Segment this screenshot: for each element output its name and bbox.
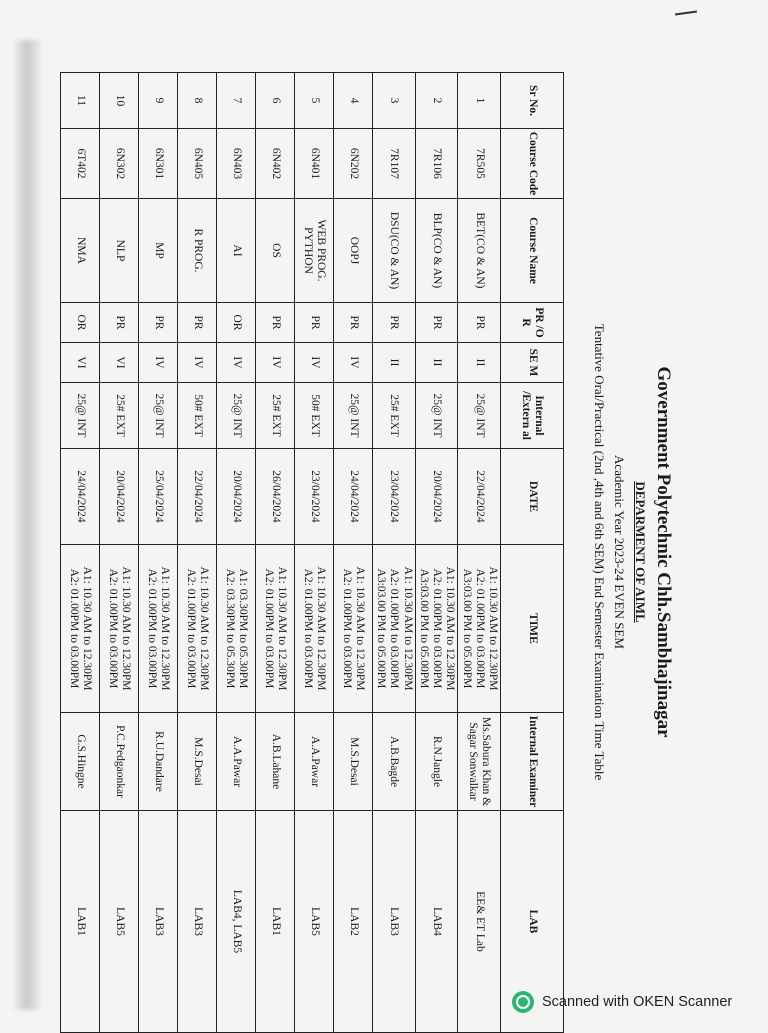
cell-internal-examiner: A.B.Bagde: [373, 713, 416, 811]
cell-sem: IV: [178, 343, 217, 383]
cell-lab: EE& ET Lab: [458, 811, 501, 1033]
cell-sr-no: 4: [334, 73, 373, 129]
cell-internal-external: 25@ INT: [415, 383, 458, 449]
pen-mark: [675, 10, 697, 15]
cell-sr-no: 8: [178, 73, 217, 129]
cell-date: 24/04/2024: [61, 449, 100, 545]
table-row: [256, 73, 295, 1033]
document-header: [564, 72, 674, 1032]
cell-time: A1: 10.30 AM to 12.30PM A2: 01.00PM to 03.00PM A3:03.00 PM to 05.00PM: [373, 545, 416, 713]
cell-time: A1: 10.30 AM to 12.30PM A2: 01.00PM to 03.00PM: [256, 545, 295, 713]
cell-course-name: AI: [217, 199, 256, 303]
timetable-subtitle: Tentative Oral/Practical (2nd ,4th and 6th SEM) End Semester Examination Time Table: [592, 323, 607, 781]
cell-date: 24/04/2024: [334, 449, 373, 545]
cell-lab: LAB1: [61, 811, 100, 1033]
cell-pr-or: PR: [256, 303, 295, 343]
cell-course-name: BET(CO & AN): [458, 199, 501, 303]
cell-sr-no: 3: [373, 73, 416, 129]
cell-course-name: OS: [256, 199, 295, 303]
cell-internal-examiner: M.S.Desai: [334, 713, 373, 811]
cell-internal-examiner: A.A.Pawar: [217, 713, 256, 811]
cell-pr-or: PR: [100, 303, 139, 343]
cell-internal-examiner: R.N.Jangle: [415, 713, 458, 811]
cell-time: A1: 10.30 AM to 12.30PM A2: 01.00PM to 03.00PM: [334, 545, 373, 713]
header-pr-or: PR /O R: [501, 303, 564, 343]
cell-course-code: 7R106: [415, 129, 458, 199]
cell-time: A1: 10.30 AM to 12.30PM A2: 01.00PM to 03.00PM A3:03.00 PM to 05.00PM: [415, 545, 458, 713]
scan-edge-shadow: [14, 40, 40, 1010]
cell-sr-no: 2: [415, 73, 458, 129]
academic-year: Academic Year 2023-24 EVEN SEM: [612, 455, 627, 649]
header-course-code: Course Code: [501, 129, 564, 199]
cell-pr-or: PR: [178, 303, 217, 343]
cell-lab: LAB3: [139, 811, 178, 1033]
cell-lab: LAB1: [256, 811, 295, 1033]
cell-pr-or: PR: [415, 303, 458, 343]
cell-sem: IV: [334, 343, 373, 383]
cell-pr-or: PR: [373, 303, 416, 343]
cell-course-code: 6N405: [178, 129, 217, 199]
table-row: [458, 73, 501, 1033]
cell-internal-external: 25# EXT: [256, 383, 295, 449]
header-date: DATE: [501, 449, 564, 545]
cell-date: 20/04/2024: [217, 449, 256, 545]
cell-sem: VI: [100, 343, 139, 383]
cell-date: 20/04/2024: [415, 449, 458, 545]
table-row: [334, 73, 373, 1033]
cell-time: A1: 10.30 AM to 12.30PM A2: 01.00PM to 03.00PM: [295, 545, 334, 713]
cell-sr-no: 10: [100, 73, 139, 129]
table-row: [139, 73, 178, 1033]
cell-course-name: OOPJ: [334, 199, 373, 303]
cell-internal-external: 25@ INT: [139, 383, 178, 449]
cell-time: A1: 10.30 AM to 12.30PM A2: 01.00PM to 03.00PM: [178, 545, 217, 713]
cell-internal-examiner: P.C.Pedgaonkar: [100, 713, 139, 811]
table-body: [61, 73, 501, 1033]
cell-date: 20/04/2024: [100, 449, 139, 545]
cell-sr-no: 1: [458, 73, 501, 129]
cell-lab: LAB4, LAB5: [217, 811, 256, 1033]
cell-sr-no: 11: [61, 73, 100, 129]
table-row: [100, 73, 139, 1033]
cell-date: 23/04/2024: [295, 449, 334, 545]
cell-internal-examiner: G.S.Hingne: [61, 713, 100, 811]
cell-time: A1: 10.30 AM to 12.30PM A2: 01.00PM to 03.00PM: [139, 545, 178, 713]
header-internal-examiner: Internal Examiner: [501, 713, 564, 811]
cell-date: 22/04/2024: [178, 449, 217, 545]
scanner-watermark: [512, 988, 762, 1016]
cell-lab: LAB4: [415, 811, 458, 1033]
cell-course-code: 6T402: [61, 129, 100, 199]
cell-internal-external: 25# EXT: [100, 383, 139, 449]
institute-title: Government Polytechnic Chh.Sambhajinagar: [653, 366, 674, 738]
scanner-text: Scanned with OKEN Scanner: [542, 994, 733, 1010]
table-row: [178, 73, 217, 1033]
cell-sem: IV: [139, 343, 178, 383]
header-lab: LAB: [501, 811, 564, 1033]
header-course-name: Course Name: [501, 199, 564, 303]
scanner-logo-icon: [512, 991, 534, 1013]
cell-sem: IV: [295, 343, 334, 383]
cell-sem: II: [373, 343, 416, 383]
cell-date: 26/04/2024: [256, 449, 295, 545]
cell-internal-external: 50# EXT: [295, 383, 334, 449]
header-sr-no: Sr No.: [501, 73, 564, 129]
cell-pr-or: PR: [295, 303, 334, 343]
cell-time: A1: 10.30 AM to 12.30PM A2: 01.00PM to 03.00PM A3:03.00 PM to 05.00PM: [458, 545, 501, 713]
cell-course-code: 6N403: [217, 129, 256, 199]
cell-course-code: 6N401: [295, 129, 334, 199]
cell-internal-examiner: R.U.Dandare: [139, 713, 178, 811]
cell-time: A1: 03.30PM to 05.30PM A2: 03.30PM to 05.30PM: [217, 545, 256, 713]
cell-internal-external: 25# EXT: [373, 383, 416, 449]
cell-course-code: 6N302: [100, 129, 139, 199]
cell-sr-no: 6: [256, 73, 295, 129]
table-row: [295, 73, 334, 1033]
cell-course-code: 7R505: [458, 129, 501, 199]
cell-internal-examiner: A.B.Lahane: [256, 713, 295, 811]
exam-timetable: [60, 72, 564, 1033]
cell-course-code: 7R107: [373, 129, 416, 199]
cell-course-name: R PROG.: [178, 199, 217, 303]
cell-course-name: MP: [139, 199, 178, 303]
header-time: TIME: [501, 545, 564, 713]
cell-course-name: DSU(CO & AN): [373, 199, 416, 303]
cell-time: A1: 10.30 AM to 12.30PM A2: 01.00PM to 03.00PM: [100, 545, 139, 713]
cell-date: 25/04/2024: [139, 449, 178, 545]
table-row: [217, 73, 256, 1033]
cell-internal-external: 25@ INT: [334, 383, 373, 449]
cell-date: 23/04/2024: [373, 449, 416, 545]
cell-pr-or: PR: [334, 303, 373, 343]
cell-sr-no: 7: [217, 73, 256, 129]
cell-internal-examiner: M.S.Desai: [178, 713, 217, 811]
cell-course-name: NMA: [61, 199, 100, 303]
cell-course-code: 6N202: [334, 129, 373, 199]
cell-internal-examiner: A.A.Pawar: [295, 713, 334, 811]
cell-pr-or: PR: [139, 303, 178, 343]
cell-internal-external: 25@ INT: [217, 383, 256, 449]
cell-internal-examiner: Ms.Sabura Khan & Sagar Sonwalkar: [458, 713, 501, 811]
cell-course-code: 6N402: [256, 129, 295, 199]
cell-lab: LAB2: [334, 811, 373, 1033]
cell-course-name: WEB PROG. PYTHON: [295, 199, 334, 303]
cell-sem: II: [458, 343, 501, 383]
cell-sem: IV: [217, 343, 256, 383]
department-title: DEPARMENT OF AIML: [633, 481, 648, 623]
cell-time: A1: 10.30 AM to 12.30PM A2: 01.00PM to 03.00PM: [61, 545, 100, 713]
cell-pr-or: OR: [61, 303, 100, 343]
table-row: [373, 73, 416, 1033]
cell-course-code: 6N301: [139, 129, 178, 199]
cell-course-name: BLP(CO & AN): [415, 199, 458, 303]
cell-internal-external: 25@ INT: [61, 383, 100, 449]
table-header-row: [501, 73, 564, 1033]
cell-sem: II: [415, 343, 458, 383]
cell-sr-no: 9: [139, 73, 178, 129]
table-row: [61, 73, 100, 1033]
cell-sem: VI: [61, 343, 100, 383]
cell-course-name: NLP: [100, 199, 139, 303]
cell-internal-external: 25@ INT: [458, 383, 501, 449]
cell-date: 22/04/2024: [458, 449, 501, 545]
cell-sem: IV: [256, 343, 295, 383]
header-sem: SE M: [501, 343, 564, 383]
cell-internal-external: 50# EXT: [178, 383, 217, 449]
cell-pr-or: OR: [217, 303, 256, 343]
cell-lab: LAB5: [100, 811, 139, 1033]
header-internal-external: Internal /Extern al: [501, 383, 564, 449]
cell-lab: LAB3: [373, 811, 416, 1033]
cell-sr-no: 5: [295, 73, 334, 129]
cell-pr-or: PR: [458, 303, 501, 343]
cell-lab: LAB3: [178, 811, 217, 1033]
table-row: [415, 73, 458, 1033]
cell-lab: LAB5: [295, 811, 334, 1033]
rotated-document: [68, 72, 676, 1032]
